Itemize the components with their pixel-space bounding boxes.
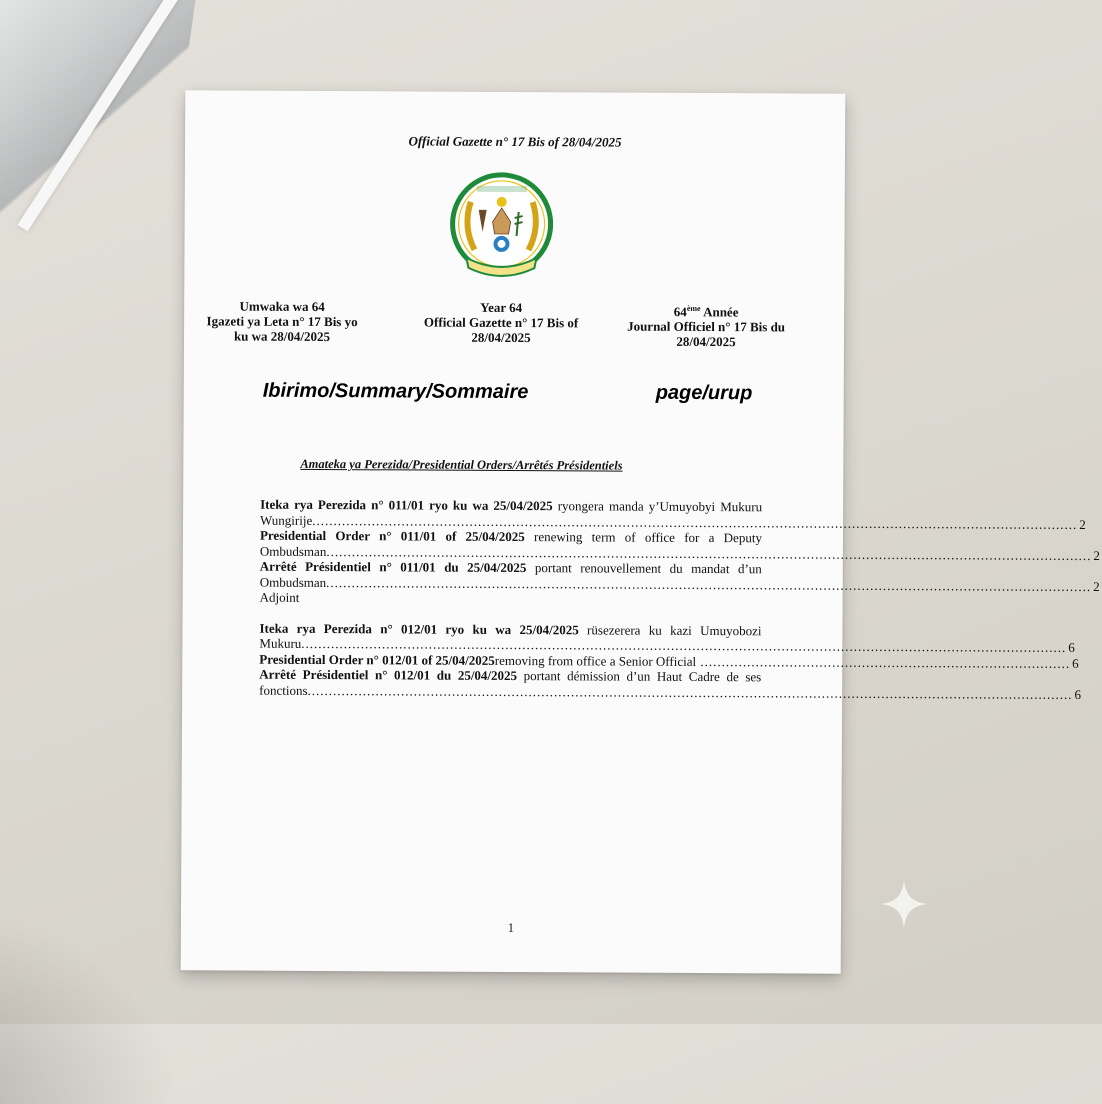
toc-entry[interactable]: Iteka rya Perezida n° 012/01 ryo ku wa 25/04/2025 rüsezerera ku kazi Umuyobozi Mukuru .................................................................................................................................................................................... 6 — [259, 620, 1075, 655]
column-year: 64ème Année — [673, 303, 739, 320]
column-year: Umwaka wa 64 — [239, 298, 325, 315]
french-year-column — [606, 300, 806, 349]
gazette-header-title: Official Gazette n° 17 Bis of 28/04/2025 — [408, 133, 622, 150]
page-number: 1 — [507, 919, 515, 936]
toc-entry[interactable]: Arrêté Présidentiel n° 012/01 du 25/04/2025 portant démission d’un Haut Cadre de ses fonctions .................................................................................................................................................................................... 6 — [259, 666, 1082, 702]
column-gazette: Official Gazette n° 17 Bis of — [423, 314, 579, 331]
gazette-page — [181, 90, 1100, 973]
page-column-label: page/urup — [655, 381, 753, 405]
column-date: 28/04/2025 — [676, 334, 736, 350]
section-heading: Amateka ya Perezida/Presidential Orders/Arrêtés Présidentiels — [300, 456, 623, 473]
desk-shadow — [0, 904, 180, 1104]
column-gazette: Journal Officiel n° 17 Bis du — [627, 318, 786, 335]
toc-entry[interactable]: Arrêté Présidentiel n° 011/01 du 25/04/2025 portant renouvellement du mandat d’un Ombudsman Adjoint .................................................................................................................................................................................... 2 — [259, 558, 1100, 605]
column-gazette: Igazeti ya Leta n° 17 Bis yo — [206, 313, 358, 330]
toc-entry[interactable]: Iteka rya Perezida n° 011/01 ryo ku wa 25/04/2025 ryongera manda y’Umuyobyi Mukuru Wungirije .................................................................................................................................................................................... 2 — [260, 496, 1086, 532]
sparkle-icon — [878, 878, 930, 930]
summary-title: Ibirimo/Summary/Sommaire — [262, 379, 529, 404]
column-date: 28/04/2025 — [471, 329, 531, 346]
toc-entry[interactable]: Presidential Order n° 012/01 of 25/04/2025 removing from office a Senior Official ....................................................................................... 6 — [259, 651, 1079, 671]
rwanda-coat-of-arms-icon — [448, 172, 555, 285]
column-date: ku wa 28/04/2025 — [233, 328, 331, 345]
toc-entry[interactable]: Presidential Order n° 011/01 of 25/04/2025 renewing term of office for a Deputy Ombudsman .................................................................................................................................................................................... 2 — [259, 527, 1100, 563]
kinyarwanda-year-column — [182, 298, 382, 344]
english-year-column — [401, 299, 601, 345]
column-year: Year 64 — [480, 299, 523, 316]
table-of-contents — [259, 496, 1100, 702]
